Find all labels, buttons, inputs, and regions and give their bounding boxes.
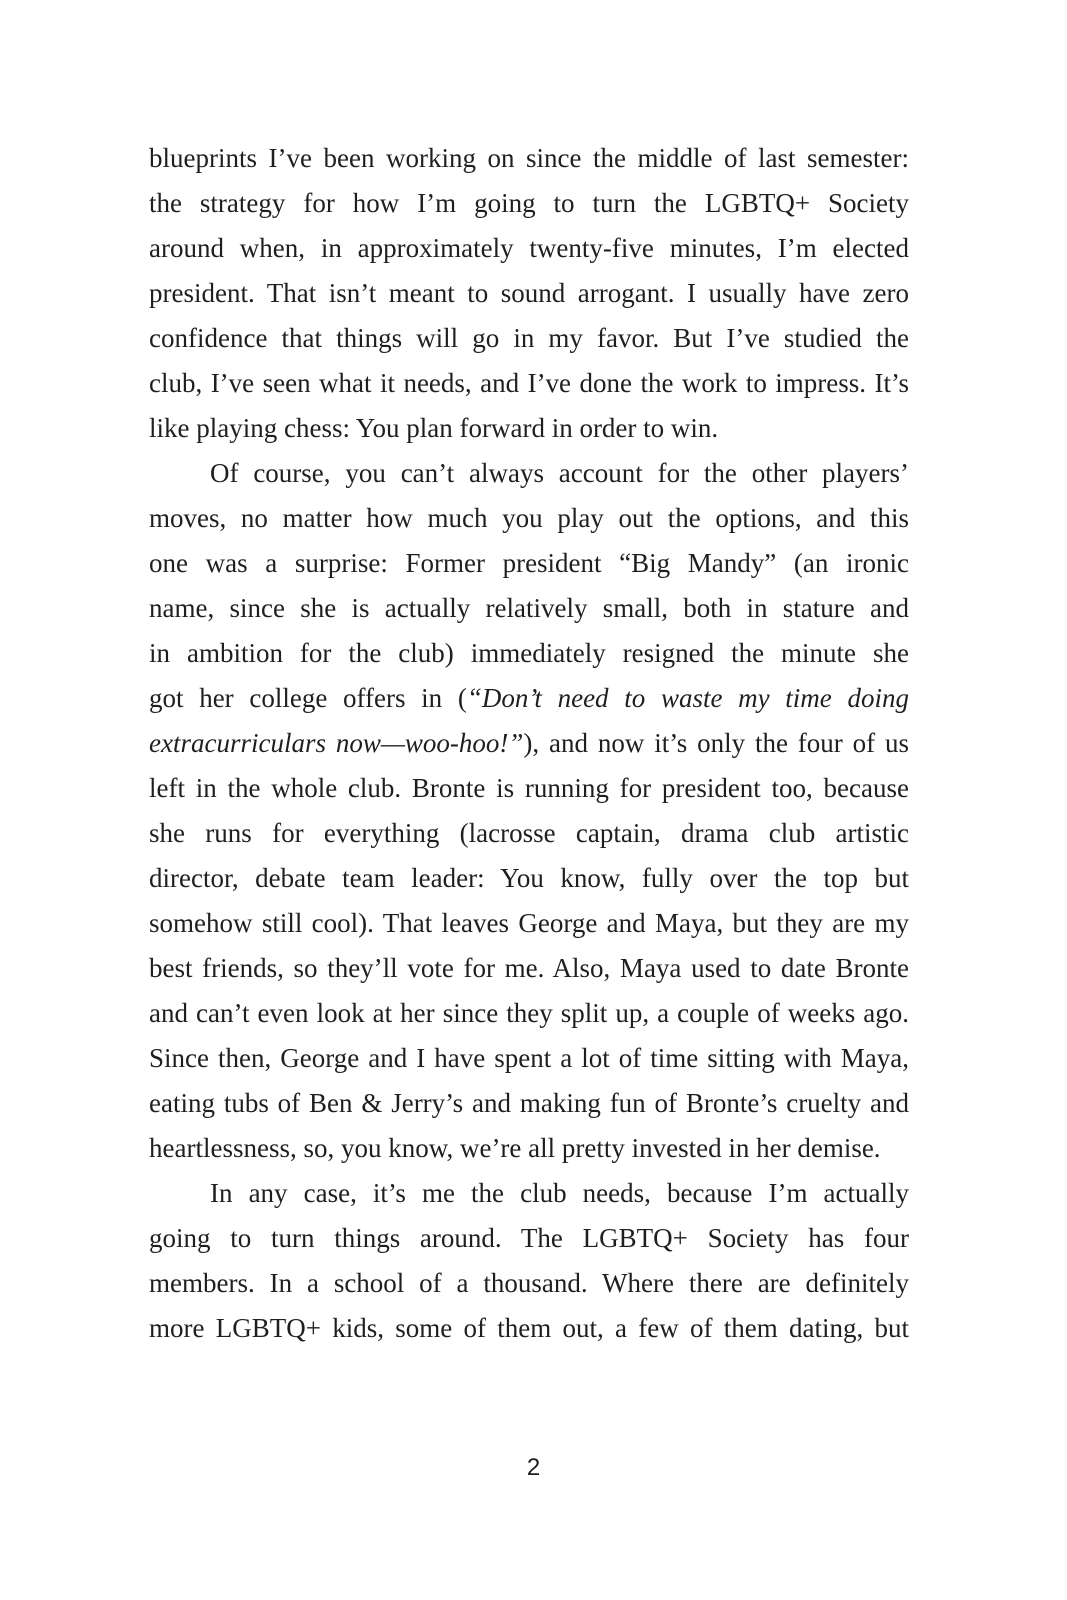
text-line: [149, 586, 909, 631]
text-span: more LGBTQ+ kids, some of them out, a few of them dating, but: [149, 1313, 909, 1343]
text-span: heartlessness, so, you know, we’re all pretty invested in her demise.: [149, 1133, 881, 1163]
text-line: [149, 1261, 909, 1306]
text-line: [149, 721, 909, 766]
text-span: got her college offers in (: [149, 683, 467, 713]
text-span: name, since she is actually relatively small, both in stature and: [149, 593, 909, 623]
text-span: director, debate team leader: You know, fully over the top but: [149, 863, 909, 893]
text-span: club, I’ve seen what it needs, and I’ve done the work to impress. It’s: [149, 368, 909, 398]
text-span: somehow still cool). That leaves George and Maya, but they are my: [149, 908, 909, 938]
text-line: [149, 136, 909, 181]
text-line: [149, 181, 909, 226]
text-span: blueprints I’ve been working on since the middle of last semester:: [149, 143, 909, 173]
text-line: [149, 271, 909, 316]
text-span: confidence that things will go in my favor. But I’ve studied the: [149, 323, 909, 353]
text-line: [149, 1081, 909, 1126]
text-line: [149, 631, 909, 676]
text-span: members. In a school of a thousand. Where there are definitely: [149, 1268, 909, 1298]
text-span: left in the whole club. Bronte is running for president too, because: [149, 773, 909, 803]
text-line: [149, 1306, 909, 1351]
text-span: the strategy for how I’m going to turn the LGBTQ+ Society: [149, 188, 909, 218]
text-line: [149, 451, 909, 496]
text-span: and can’t even look at her since they split up, a couple of weeks ago.: [149, 998, 909, 1028]
text-line: [149, 676, 909, 721]
text-span: like playing chess: You plan forward in order to win.: [149, 413, 719, 443]
text-line: [149, 226, 909, 271]
text-line: [149, 1171, 909, 1216]
text-line: [149, 946, 909, 991]
text-line: [149, 1216, 909, 1261]
text-line: [149, 991, 909, 1036]
text-span: Of course, you can’t always account for the other players’: [210, 458, 909, 488]
text-line: [149, 766, 909, 811]
text-span: one was a surprise: Former president “Big Mandy” (an ironic: [149, 548, 909, 578]
text-span: in ambition for the club) immediately resigned the minute she: [149, 638, 909, 668]
text-span: around when, in approximately twenty-five minutes, I’m elected: [149, 233, 909, 263]
page-number: 2: [526, 1454, 541, 1481]
text-line: [149, 1126, 909, 1171]
text-span: president. That isn’t meant to sound arrogant. I usually have zero: [149, 278, 909, 308]
italic-span: “Don’t need to waste my time doing: [466, 683, 909, 713]
text-line: [149, 811, 909, 856]
text-line: [149, 361, 909, 406]
text-span: eating tubs of Ben & Jerry’s and making fun of Bronte’s cruelty and: [149, 1088, 909, 1118]
text-span: In any case, it’s me the club needs, because I’m actually: [210, 1178, 909, 1208]
italic-span: extracurriculars now—woo-hoo!”: [149, 728, 524, 758]
text-line: [149, 496, 909, 541]
text-span: moves, no matter how much you play out the options, and this: [149, 503, 909, 533]
text-line: [149, 901, 909, 946]
body-text: [149, 136, 909, 1351]
text-span: going to turn things around. The LGBTQ+ Society has four: [149, 1223, 909, 1253]
text-span: best friends, so they’ll vote for me. Also, Maya used to date Bronte: [149, 953, 909, 983]
text-line: [149, 316, 909, 361]
text-span: she runs for everything (lacrosse captain, drama club artistic: [149, 818, 909, 848]
text-line: [149, 541, 909, 586]
text-line: [149, 406, 909, 451]
text-line: [149, 1036, 909, 1081]
text-line: [149, 856, 909, 901]
text-span: ), and now it’s only the four of us: [523, 728, 909, 758]
text-span: Since then, George and I have spent a lot of time sitting with Maya,: [149, 1043, 909, 1073]
